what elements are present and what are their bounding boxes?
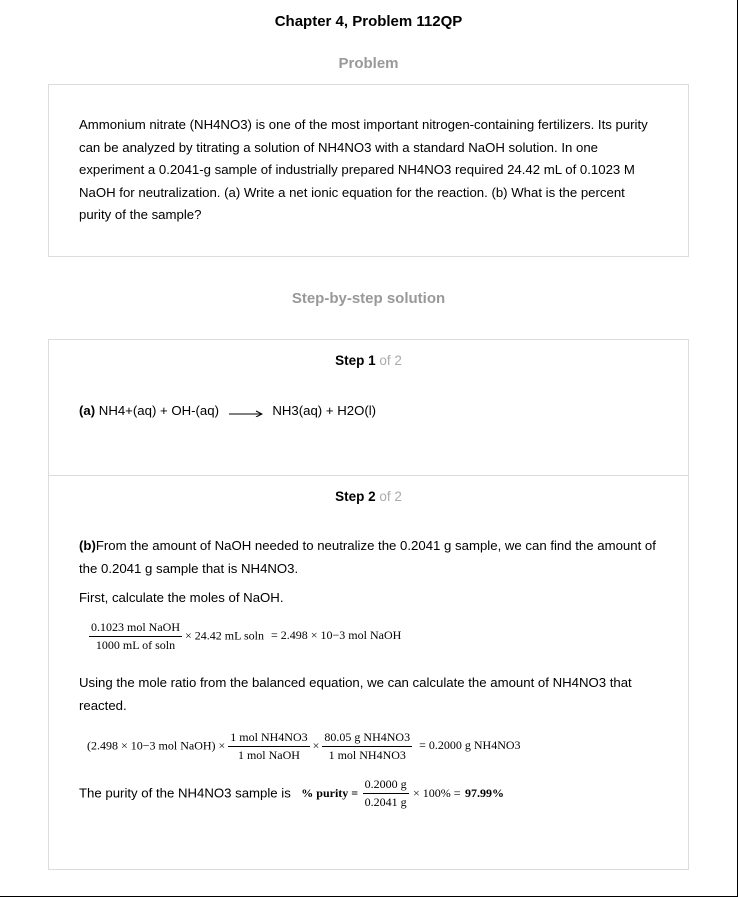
purity-line: The purity of the NH4NO3 sample is % purity = $\frac{0.2000 g}{0.2041 g}$ × 100% = 97.99% — [79, 777, 505, 809]
step-divider — [49, 475, 688, 476]
moles-naoh-equation: $\frac{\text{0.1023 mol NaOH}}{\text{1000 mL of soln}}$ × 24.42 mL soln = 2.498 × 10−3 mol NaOH — [91, 620, 402, 652]
problem-box — [48, 84, 689, 257]
step-1-count: of 2 — [379, 353, 402, 368]
part-a-label: (a) — [79, 403, 96, 418]
moles-line: First, calculate the moles of NaOH. — [79, 590, 284, 605]
solution-section-label: Step-by-step solution — [291, 290, 446, 307]
naoh-concentration-fraction: $\frac{\text{0.1023 mol NaOH}}{\text{1000 mL of soln}}$ — [91, 620, 180, 652]
equation-products: NH3(aq) + H2O(l) — [272, 403, 377, 418]
net-ionic-equation — [79, 400, 376, 423]
mass-nh4no3-equation: (2.498 × 10−3 mol NaOH) × $\frac{\text{1 mol NH4NO3}}{\text{1 mol NaOH}}$ × $\frac{\text{80.05 g NH4NO3}}{\text{1 mol NH4NO3}}$ = 0.2000 g NH4NO3 — [87, 730, 521, 762]
problem-section-label: Problem — [338, 55, 399, 72]
step-1-heading: Step 1 of 2 — [335, 353, 402, 368]
reaction-arrow-icon — [229, 407, 263, 417]
molar-mass-fraction: $\frac{\text{80.05 g NH4NO3}}{\text{1 mol NH4NO3}}$ — [324, 730, 411, 762]
problem-text: Ammonium nitrate (NH4NO3) is one of the most important nitrogen-containing fertilizers. Its purity can be analyzed by titrating a solution of NH4NO3 with a standard NaOH solution. In one experiment a 0.2041-g sample of industrially prepared NH4NO3 required 24.42 mL of 0.1023 M NaOH for neutralization. (a) Write a net ionic equation for the reaction. (b) What is the percent purity of the sample? — [79, 117, 648, 222]
step-2-intro: (b)From the amount of NaOH needed to neutralize the 0.2041 g sample, we can find the amount of the 0.2041 g sample that is NH4NO3. — [79, 538, 656, 576]
page-title: Chapter 4, Problem 112QP — [274, 13, 463, 30]
step-2-heading: Step 2 of 2 — [335, 489, 402, 504]
purity-result: 97.99% — [465, 786, 505, 800]
purity-text: The purity of the NH4NO3 sample is — [79, 785, 291, 801]
step-2-count: of 2 — [379, 489, 402, 504]
part-b-label: (b) — [79, 538, 96, 553]
mole-ratio-text: Using the mole ratio from the balanced equation, we can calculate the amount of NH4NO3 that reacted. — [79, 675, 632, 713]
equation-reactants: NH4+(aq) + OH-(aq) — [98, 403, 219, 418]
mole-ratio-fraction: $\frac{\text{1 mol NH4NO3}}{\text{1 mol NaOH}}$ — [230, 730, 308, 762]
solution-box — [48, 339, 689, 870]
purity-fraction: $\frac{0.2000 g}{0.2041 g}$ — [364, 777, 407, 809]
purity-label: % purity = — [301, 786, 359, 800]
